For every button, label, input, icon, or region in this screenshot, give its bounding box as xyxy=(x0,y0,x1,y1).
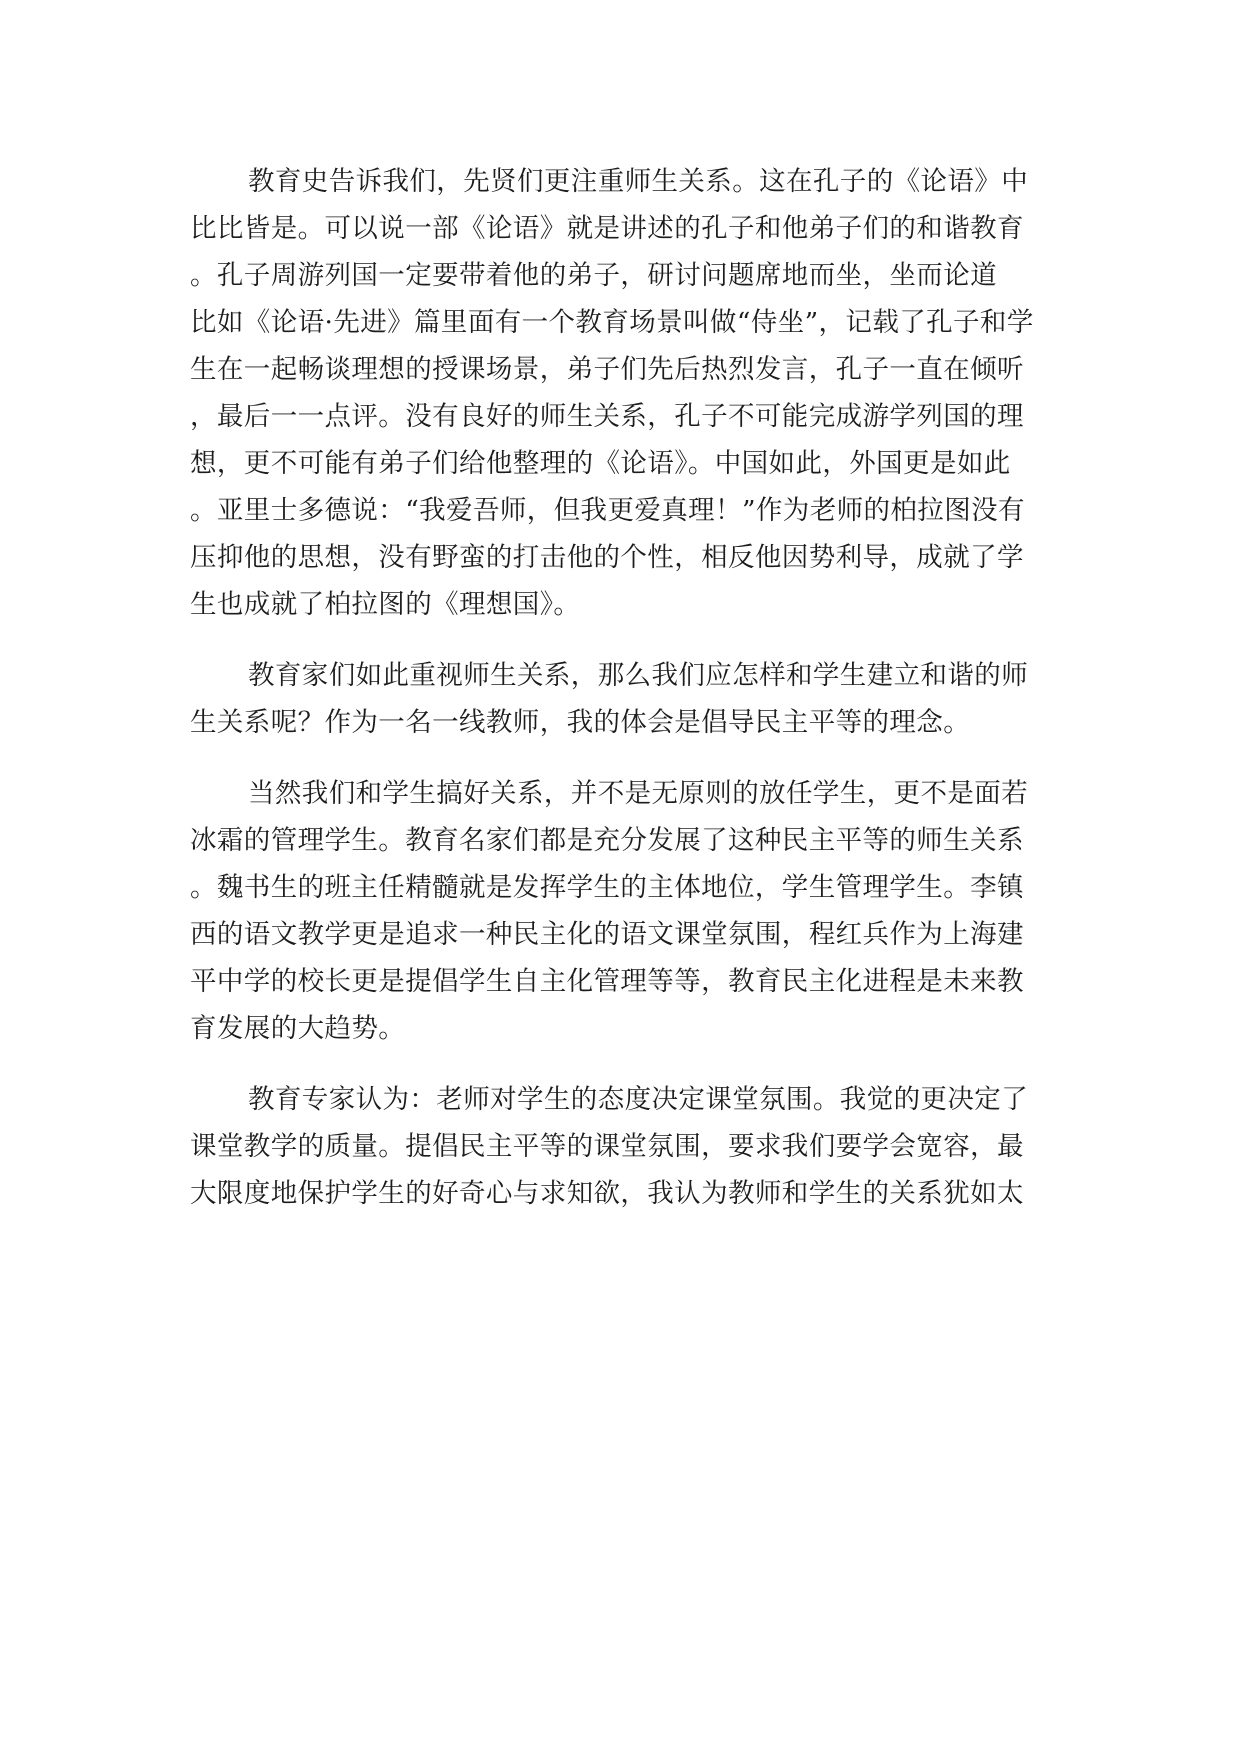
text-line: 。魏书生的班主任精髓就是发挥学生的主体地位，学生管理学生。李镇 xyxy=(190,872,1024,903)
text-line: 大限度地保护学生的好奇心与求知欲，我认为教师和学生的关系犹如太 xyxy=(190,1178,1024,1209)
text-line: 。亚里士多德说：“我爱吾师，但我更爱真理！”作为老师的柏拉图没有 xyxy=(190,495,1025,526)
text-line: 想，更不可能有弟子们给他整理的《论语》。中国如此，外国更是如此 xyxy=(190,448,1011,479)
text-line: ，最后一一点评。没有良好的师生关系，孔子不可能完成游学列国的理 xyxy=(190,401,1024,432)
text-line: 比比皆是。可以说一部《论语》就是讲述的孔子和他弟子们的和谐教育 xyxy=(190,213,1024,244)
text-line: 生在一起畅谈理想的授课场景，弟子们先后热烈发言，孔子一直在倾听 xyxy=(190,354,1024,385)
text-line: 平中学的校长更是提倡学生自主化管理等等，教育民主化进程是未来教 xyxy=(190,966,1024,997)
paragraph-gap xyxy=(190,746,1090,770)
text-line: 育发展的大趋势。 xyxy=(190,1013,406,1044)
paragraph-relationship-question xyxy=(190,652,1090,746)
text-line: 西的语文教学更是追求一种民主化的语文课堂氛围，程红兵作为上海建 xyxy=(190,919,1024,950)
paragraph-history xyxy=(190,158,1090,628)
text-line: 生关系呢？作为一名一线教师，我的体会是倡导民主平等的理念。 xyxy=(190,707,971,738)
text-line: 课堂教学的质量。提倡民主平等的课堂氛围，要求我们要学会宽容，最 xyxy=(190,1131,1024,1162)
text-line: 教育专家认为：老师对学生的态度决定课堂氛围。我觉的更决定了 xyxy=(248,1084,1029,1115)
text-line: 教育家们如此重视师生关系，那么我们应怎样和学生建立和谐的师 xyxy=(248,660,1029,691)
text-line: 压抑他的思想，没有野蛮的打击他的个性，相反他因势利导，成就了学 xyxy=(190,542,1024,573)
document-body xyxy=(190,158,1090,1217)
text-line: 。孔子周游列国一定要带着他的弟子，研讨问题席地而坐，坐而论道 xyxy=(190,260,997,291)
paragraph-gap xyxy=(190,628,1090,652)
text-line: 比如《论语·先进》篇里面有一个教育场景叫做“侍坐”，记载了孔子和学 xyxy=(190,307,1034,338)
text-line: 当然我们和学生搞好关系，并不是无原则的放任学生，更不是面若 xyxy=(248,778,1029,809)
paragraph-democracy xyxy=(190,770,1090,1052)
text-line: 生也成就了柏拉图的《理想国》。 xyxy=(190,589,581,620)
paragraph-gap xyxy=(190,1052,1090,1076)
paragraph-classroom-atmosphere xyxy=(190,1076,1090,1217)
text-line: 教育史告诉我们，先贤们更注重师生关系。这在孔子的《论语》中 xyxy=(248,166,1029,197)
text-line: 冰霜的管理学生。教育名家们都是充分发展了这种民主平等的师生关系 xyxy=(190,825,1024,856)
